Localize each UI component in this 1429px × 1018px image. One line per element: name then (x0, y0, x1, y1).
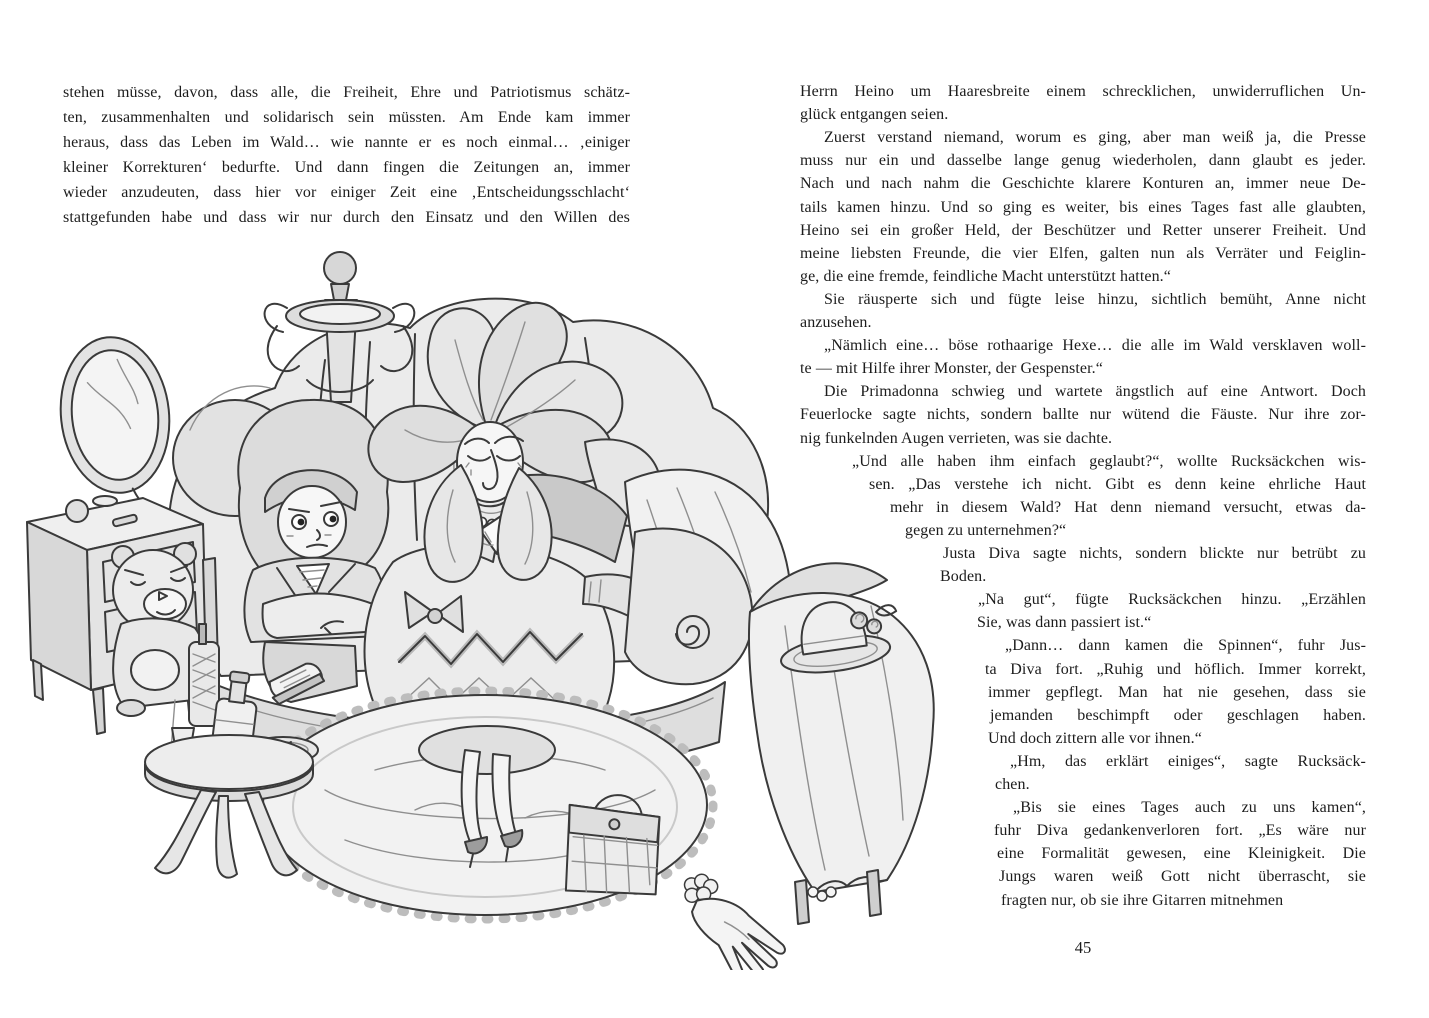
right-column-line: Feuerlocke sagte nichts, sondern ballte nur wütend die Fäuste. Nur ihre zor- (800, 406, 1366, 424)
right-column-line: Boden. (940, 568, 987, 586)
right-column-line: te — mit Hilfe ihrer Monster, der Gespenster.“ (800, 360, 1103, 378)
right-column-line: „Und alle haben ihm einfach geglaubt?“, wollte Rucksäckchen wis- (852, 452, 1366, 470)
left-column-line: stattgefunden habe und dass wir nur durch den Einsatz und den Willen des (63, 209, 630, 226)
right-column-line: „Nämlich eine… böse rothaarige Hexe… die alle im Wald versklaven woll- (824, 337, 1366, 355)
right-column-line: „Hm, das erklärt einiges“, sagte Rucksäck- (1010, 752, 1366, 770)
right-column-line: ge, die eine fremde, feindliche Macht unterstützt hatten.“ (800, 267, 1171, 285)
right-column-line: glück entgangen seien. (800, 106, 949, 124)
right-column-line: meine liebsten Freunde, die vier Elfen, galten nun als Verräter und Feiglin- (800, 244, 1366, 262)
right-column-line: immer gepflegt. Man hat nie gesehen, dass sie (988, 683, 1366, 701)
right-column-line: fragten nur, ob sie ihre Gitarren mitnehmen (1001, 891, 1284, 909)
right-column-line: Herrn Heino um Haaresbreite einem schrecklichen, unwiderruflichen Un- (800, 83, 1366, 100)
right-column-line: Jungs waren weiß Gott nicht überrascht, sie (999, 868, 1366, 886)
right-column-line: Die Primadonna schwieg und wartete ängstlich auf eine Antwort. Doch (824, 383, 1366, 401)
right-column-line: gegen zu unternehmen?“ (905, 521, 1067, 539)
right-column-line: Und doch zittern alle vor ihnen.“ (988, 729, 1202, 747)
right-column-line: „Dann… dann kamen die Spinnen“, fuhr Jus- (1005, 637, 1366, 655)
right-column-line: anzusehen. (800, 314, 872, 331)
right-column-line: Sie räusperte sich und fügte leise hinzu, sichtlich bemüht, Anne nicht (824, 290, 1366, 308)
right-column-line: fuhr Diva gedankenverloren fort. „Es wäre nur (994, 822, 1366, 840)
right-column-line: tails kamen hinzu. Und so ging es weiter, bis eines Tages fast alle glaubten, (800, 198, 1366, 216)
draped-stool (749, 563, 934, 924)
left-column-line: stehen müsse, davon, dass alle, die Freiheit, Ehre und Patriotismus schätz- (63, 84, 630, 101)
right-column-line: muss nur ein und dasselbe lange genug wiederholen, dann glaubt es jeder. (800, 152, 1366, 170)
right-column-line: „Bis sie eines Tages auch zu uns kamen“, (1013, 799, 1366, 817)
left-column-line: kleiner Korrekturen‘ bedurfte. Und dann fingen die Zeitungen an, immer (63, 159, 630, 176)
page-number: 45 (1074, 938, 1092, 957)
left-column-line: heraus, dass das Leben im Wald… wie nannte er es noch einmal… ‚einiger (63, 134, 630, 151)
right-column-line: Zuerst verstand niemand, worum es ging, aber man weiß ja, die Presse (824, 129, 1366, 147)
left-column-line: ten, zusammenhalten und solidarisch sein müssten. Am Ende kam immer (63, 109, 630, 126)
right-column-line: jemanden beschimpft oder geschlagen haben. (990, 706, 1366, 724)
right-column-line: chen. (995, 776, 1030, 793)
illustration (25, 230, 975, 970)
right-column-line: nig funkelnden Augen verrieten, was sie dachte. (800, 429, 1113, 447)
right-column-line: Sie, was dann passiert ist.“ (977, 614, 1152, 632)
right-column-line: „Na gut“, fügte Rucksäckchen hinzu. „Erzählen (978, 591, 1366, 609)
glove (665, 871, 798, 970)
right-column-line: Heino sei ein großer Held, der Beschützer und Retter unserer Freiheit. Und (800, 221, 1366, 239)
right-column-line: Justa Diva sagte nichts, sondern blickte nur betrübt zu (943, 545, 1366, 562)
right-column-line: eine Formalität gewesen, eine Kleinigkeit. Die (997, 845, 1366, 863)
left-column-line: wieder anzudeuten, dass hier vor einiger Zeit eine ‚Entscheidungsschlacht‘ (63, 184, 630, 201)
right-column-line: Nach und nach nahm die Geschichte klarere Konturen an, immer neue De- (800, 175, 1366, 193)
right-column-line: ta Diva fort. „Ruhig und höflich. Immer korrekt, (985, 660, 1366, 678)
right-column-line: sen. „Das verstehe ich nicht. Gibt es denn keine ehrliche Haut (869, 475, 1366, 493)
right-column-line: mehr in diesem Wald? Hat denn niemand versucht, etwas da- (890, 498, 1366, 516)
